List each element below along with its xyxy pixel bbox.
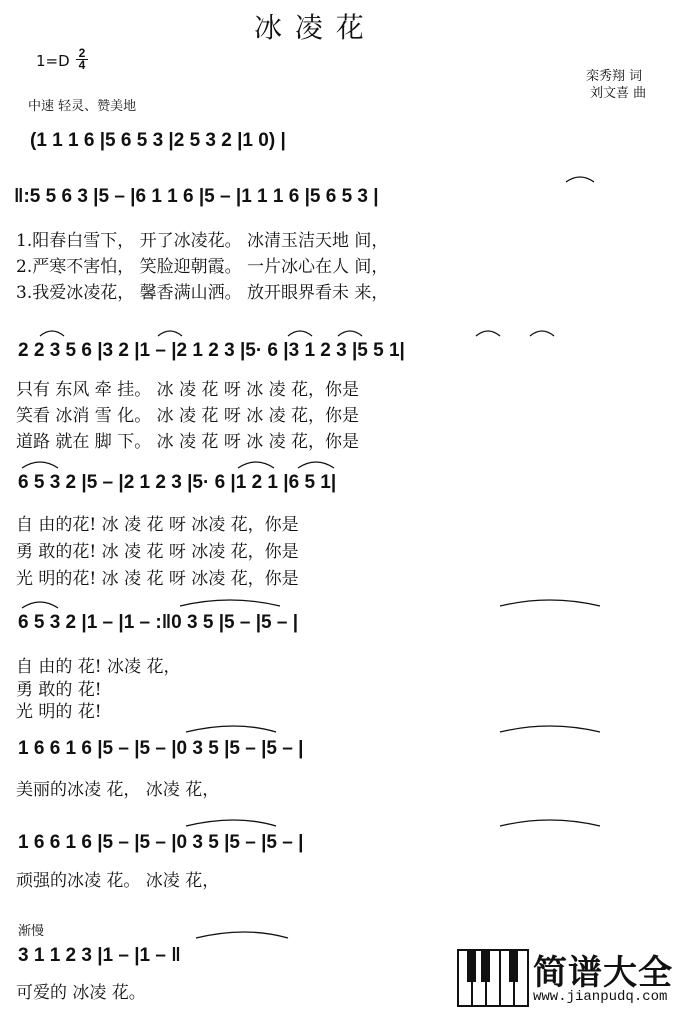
notation-row-1: (1 1 1 6 |5 6 5 3 |2 5 3 2 |1 0) | — [30, 130, 286, 151]
key-label: 1=D — [36, 52, 70, 70]
notation-row-2: ‖:5 5 6 3 |5 – |6 1 1 6 |5 – |1 1 1 6 |5 6 5 3 | — [14, 186, 379, 207]
notation-row-3: 2 2 3 5 6 |3 2 |1 – |2 1 2 3 |5· 6 |3 1 2 3 |5 5 1| — [18, 340, 405, 361]
tie-row8-11 — [196, 932, 288, 938]
tie-row3-23 — [338, 331, 362, 336]
tie-row3-31 — [476, 331, 500, 336]
lyric-row-5-verse-2: 勇 敢的 花! — [16, 680, 102, 700]
lyricist-credit: 栾秀翔 词 — [586, 69, 643, 84]
tie-row7-55b — [500, 820, 600, 826]
tie-row2-565 — [566, 177, 594, 182]
lyric-row-5-verse-1: 自 由的 花! 冰凌 花， — [16, 657, 181, 677]
lyric-row-3-verse-2: 笑看 冰消 雪 化。 冰 凌 花 呀 冰 凌 花，你是 — [16, 406, 360, 426]
tie-row5-11 — [180, 600, 280, 606]
tie-row5-55 — [500, 600, 600, 606]
watermark-url: www.jianpudq.com — [533, 989, 668, 1005]
tempo-change-marking: 渐慢 — [18, 924, 45, 939]
lyric-row-4-verse-2: 勇 敢的花! 冰 凌 花 呀 冰凌 花，你是 — [16, 542, 299, 562]
lyric-row-6: 美丽的冰凌 花， 冰凌 花， — [16, 780, 220, 800]
tie-row7-55a — [186, 820, 276, 826]
notation-row-5: 6 5 3 2 |1 – |1 – :‖0 3 5 |5 – |5 – | — [18, 612, 299, 633]
lyric-row-7: 顽强的冰凌 花。 冰凌 花， — [16, 871, 220, 891]
tie-row3-223 — [40, 331, 64, 336]
lyric-row-2-verse-1: 1.阳春白雪下， 开了冰凌花。 冰清玉洁天地 间， — [16, 231, 389, 251]
notation-row-4: 6 5 3 2 |5 – |2 1 2 3 |5· 6 |1 2 1 |6 5 1| — [18, 472, 337, 493]
tie-row6-55b — [500, 726, 600, 732]
lyric-row-5-verse-3: 光 明的 花! — [16, 702, 102, 722]
tie-row3-21 — [288, 331, 312, 336]
tie-row6-55a — [186, 726, 276, 732]
notation-row-6: 1 6 6 1 6 |5 – |5 – |0 3 5 |5 – |5 – | — [18, 738, 304, 759]
tie-row4-23 — [298, 462, 334, 468]
lyric-row-8: 可爱的 冰凌 花。 — [16, 983, 146, 1003]
lyric-row-2-verse-3: 3.我爱冰凌花， 馨香满山洒。 放开眼界看未 来， — [16, 283, 389, 303]
lyric-row-4-verse-1: 自 由的花! 冰 凌 花 呀 冰凌 花，你是 — [16, 515, 299, 535]
lyric-row-3-verse-3: 道路 就在 脚 下。 冰 凌 花 呀 冰 凌 花，你是 — [16, 432, 360, 452]
notation-row-8: 3 1 1 2 3 |1 – |1 – ‖ — [18, 945, 181, 966]
lyric-row-4-verse-3: 光 明的花! 冰 凌 花 呀 冰凌 花，你是 — [16, 569, 299, 589]
tie-row3-23b — [530, 331, 554, 336]
tie-row5-65 — [22, 602, 58, 608]
watermark-title: 简谱大全 — [533, 953, 673, 993]
watermark-logo — [457, 945, 683, 1013]
tie-row4-65 — [22, 462, 58, 468]
composer-credit: 刘文喜 曲 — [590, 86, 647, 101]
piano-keys-icon — [457, 949, 529, 1007]
lyric-row-2-verse-2: 2.严寒不害怕， 笑脸迎朝霞。 一片冰心在人 间， — [16, 257, 389, 277]
lyric-row-3-verse-1: 只有 东风 牵 挂。 冰 凌 花 呀 冰 凌 花，你是 — [16, 380, 360, 400]
tie-row3-32 — [158, 331, 182, 336]
time-top: 2 — [76, 48, 88, 60]
tempo-marking: 中速 轻灵、赞美地 — [28, 99, 137, 114]
tie-row4-21 — [238, 462, 274, 468]
song-title: 冰 凌 花 — [254, 11, 366, 44]
time-bottom: 4 — [78, 58, 86, 72]
notation-row-7: 1 6 6 1 6 |5 – |5 – |0 3 5 |5 – |5 – | — [18, 832, 304, 853]
